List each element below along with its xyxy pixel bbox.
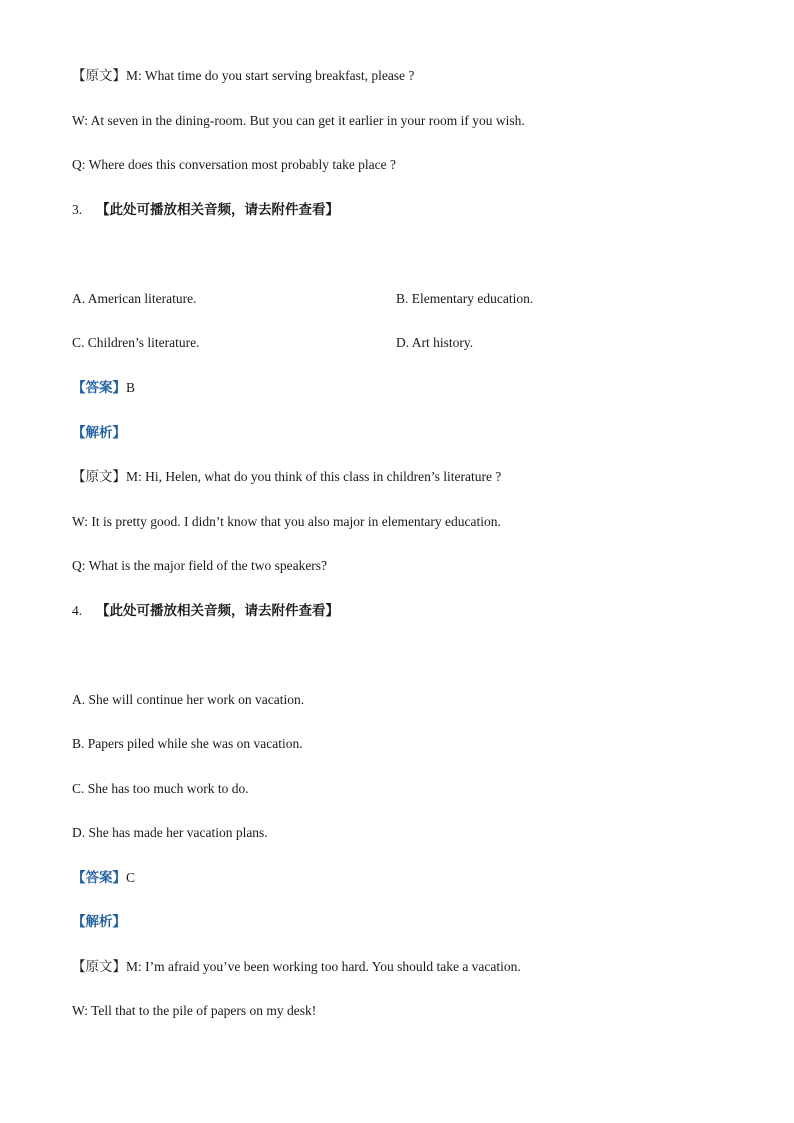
q4-option-b: B. Papers piled while she was on vacation. [72, 736, 303, 751]
q4-option-a: A. She will continue her work on vacation. [72, 692, 305, 707]
q4-analysis-tag: 【解析】 [72, 914, 126, 930]
transcript-tag: 【原文】 [72, 959, 126, 975]
q2-question: Q: Where does this conversation most probably take place ? [72, 157, 397, 172]
q4-option-d: D. She has made her vacation plans. [72, 825, 268, 840]
q3-transcript-w: W: It is pretty good. I didn’t know that you also major in elementary education. [72, 514, 501, 529]
q4-transcript-w: W: Tell that to the pile of papers on my desk! [72, 1003, 317, 1018]
q3-option-d: D. Art history. [396, 335, 474, 350]
answer-tag: 【答案】 [72, 380, 126, 396]
q3-answer [72, 379, 135, 397]
answer-tag: 【答案】 [72, 870, 126, 886]
transcript-tag: 【原文】 [72, 68, 126, 84]
transcript-m-text: M: Hi, Helen, what do you think of this class in children’s literature ? [126, 469, 502, 484]
transcript-tag: 【原文】 [72, 469, 126, 485]
q4-header [72, 602, 339, 620]
q3-analysis-tag: 【解析】 [72, 425, 126, 441]
q3-transcript-m [72, 468, 501, 486]
q4-transcript-m [72, 958, 521, 976]
q3-option-c: C. Children’s literature. [72, 335, 200, 350]
answer-value: C [126, 870, 136, 885]
q3-audio-note: 【此处可播放相关音频，请去附件查看】 [96, 202, 339, 218]
q3-option-b: B. Elementary education. [396, 291, 534, 306]
q4-answer [72, 869, 135, 887]
answer-value: B [126, 380, 136, 395]
q2-transcript-m [72, 67, 414, 85]
q3-number: 3. [72, 202, 83, 217]
q3-header [72, 201, 339, 219]
transcript-m-text: M: I’m afraid you’ve been working too hard. You should take a vacation. [126, 959, 521, 974]
q3-option-a: A. American literature. [72, 291, 197, 306]
q4-audio-note: 【此处可播放相关音频，请去附件查看】 [96, 603, 339, 619]
q4-number: 4. [72, 603, 83, 618]
q3-question: Q: What is the major field of the two speakers? [72, 558, 328, 573]
q2-transcript-w: W: At seven in the dining-room. But you can get it earlier in your room if you wish. [72, 113, 525, 128]
transcript-m-text: M: What time do you start serving breakfast, please ? [126, 68, 415, 83]
q4-option-c: C. She has too much work to do. [72, 781, 249, 796]
